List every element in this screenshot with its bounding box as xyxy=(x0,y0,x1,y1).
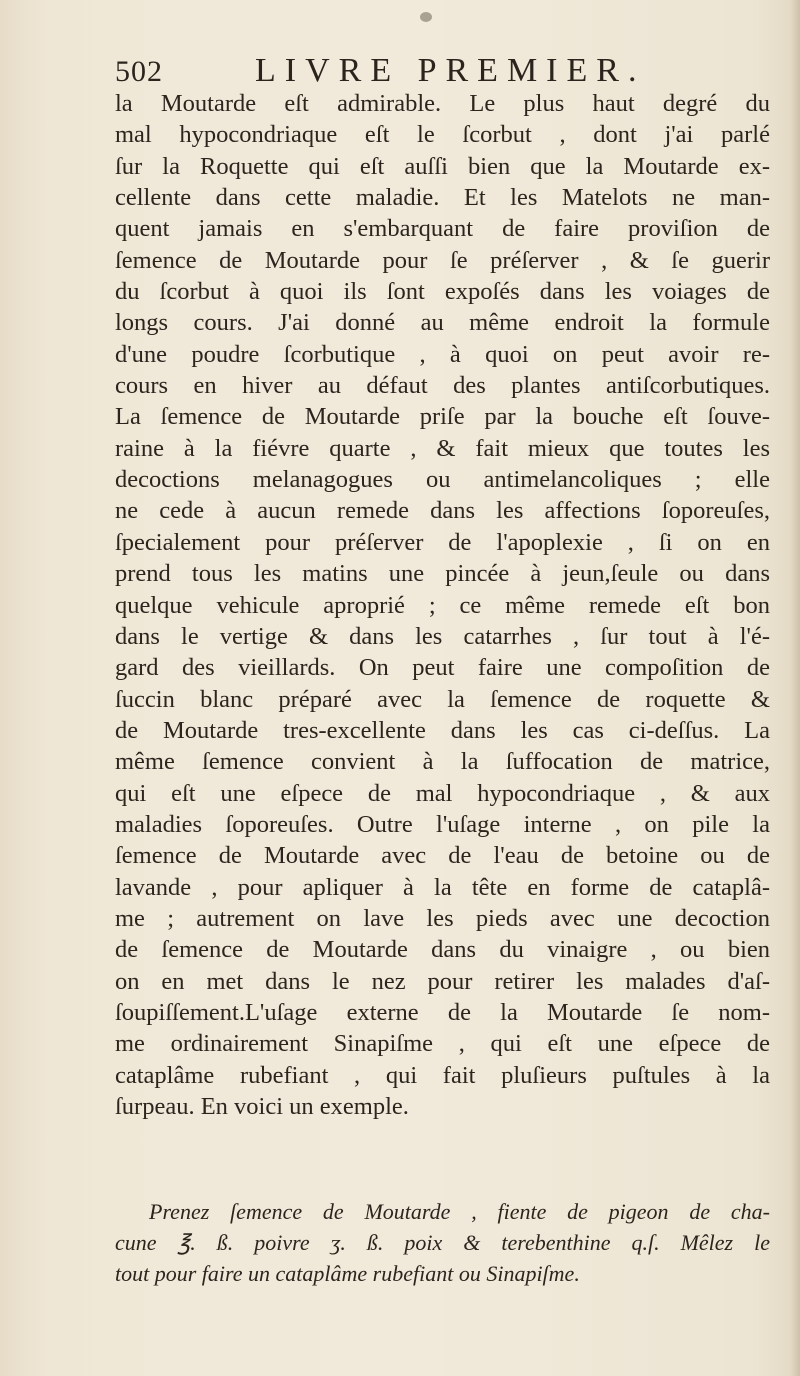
text-line: gard des vieillards. On peut faire une compoſition de xyxy=(115,654,770,682)
running-head: LIVRE PREMIER. xyxy=(255,52,646,89)
recipe-line: Prenez ſemence de Moutarde , fiente de pigeon de cha- xyxy=(149,1199,770,1224)
text-line: de Moutarde tres-excellente dans les cas ci-deſſus. La xyxy=(115,716,770,744)
text-line: on en met dans le nez pour retirer les malades d'aſ- xyxy=(115,967,770,995)
text-line: me ordinairement Sinapiſme , qui eſt une eſpece de xyxy=(115,1030,770,1058)
recipe-line: cune ℥. ß. poivre ʒ. ß. poix & terebenthine q.ſ. Mêlez le xyxy=(115,1230,770,1255)
text-line: ſurpeau. En voici un exemple. xyxy=(115,1093,409,1120)
text-line: me ; autrement on lave les pieds avec une decoction xyxy=(115,904,770,932)
text-line: quent jamais en s'embarquant de faire proviſion de xyxy=(115,215,770,243)
text-line: lavande , pour apliquer à la tête en forme de cataplâ- xyxy=(115,873,770,901)
text-line: dans le vertige & dans les catarrhes , ſur tout à l'é- xyxy=(115,622,770,650)
text-line: la Moutarde eſt admirable. Le plus haut degré du xyxy=(115,90,770,117)
text-line: raine à la fiévre quarte , & fait mieux que toutes les xyxy=(115,434,770,462)
recipe-block xyxy=(115,1196,770,1289)
text-line: longs cours. J'ai donné au même endroit la formule xyxy=(115,309,770,337)
recipe-line: tout pour faire un cataplâme rubefiant ou Sinapiſme. xyxy=(115,1261,580,1286)
text-line: prend tous les matins une pincée à jeun,ſeule ou dans xyxy=(115,560,770,588)
page-number: 502 xyxy=(115,55,163,88)
text-line: ſemence de Moutarde avec de l'eau de betoine ou de xyxy=(115,842,770,870)
text-line: de ſemence de Moutarde dans du vinaigre , ou bien xyxy=(115,936,770,964)
text-line: ne cede à aucun remede dans les affections ſoporeuſes, xyxy=(115,497,770,525)
text-line: quelque vehicule aproprié ; ce même remede eſt bon xyxy=(115,591,770,619)
text-line: ſur la Roquette qui eſt auſſi bien que la Moutarde ex- xyxy=(115,152,770,180)
page-edge-shadow xyxy=(790,0,800,1376)
text-line: mal hypocondriaque eſt le ſcorbut , dont j'ai parlé xyxy=(115,121,770,149)
text-line: ſemence de Moutarde pour ſe préſerver , & ſe guerir xyxy=(115,246,770,274)
text-line: même ſemence convient à la ſuffocation de matrice, xyxy=(115,748,770,776)
text-line: decoctions melanagogues ou antimelancoliques ; elle xyxy=(115,466,770,494)
text-line: maladies ſoporeuſes. Outre l'uſage interne , on pile la xyxy=(115,810,770,838)
text-line: La ſemence de Moutarde priſe par la bouche eſt ſouve- xyxy=(115,403,770,431)
text-line: cours en hiver au défaut des plantes antiſcorbutiques. xyxy=(115,372,770,400)
text-line: cellente dans cette maladie. Et les Matelots ne man- xyxy=(115,184,770,212)
main-text xyxy=(115,88,770,1122)
text-line: qui eſt une eſpece de mal hypocondriaque , & aux xyxy=(115,779,770,807)
text-line: d'une poudre ſcorbutique , à quoi on peut avoir re- xyxy=(115,340,770,368)
text-line: ſpecialement pour préſerver de l'apoplexie , ſi on en xyxy=(115,528,770,556)
ink-smudge xyxy=(420,12,432,22)
text-line: ſuccin blanc préparé avec la ſemence de roquette & xyxy=(115,685,770,713)
text-line: du ſcorbut à quoi ils ſont expoſés dans les voiages de xyxy=(115,278,770,306)
text-line: cataplâme rubefiant , qui fait pluſieurs puſtules à la xyxy=(115,1061,770,1089)
text-line: ſoupiſſement.L'uſage externe de la Moutarde ſe nom- xyxy=(115,998,770,1026)
